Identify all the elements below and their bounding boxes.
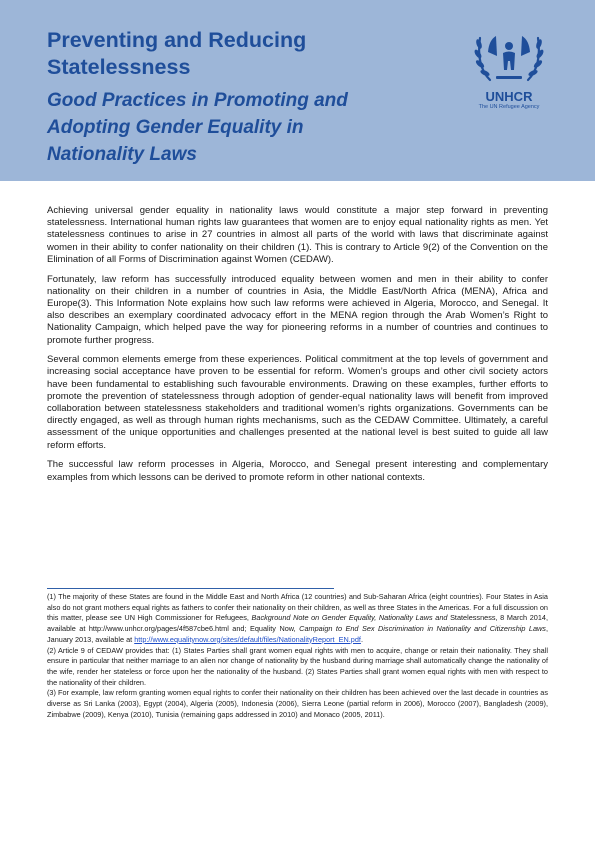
subtitle-line-2: Adopting Gender Equality in bbox=[47, 117, 304, 138]
paragraph-2: Fortunately, law reform has successfully introduced equality between women and men in their ability to confer nationality on their children in a number of countries in Asia, the Middle East/North Africa (MENA), Africa and Europe(3). This Information Note explains how such law reforms were achieved in Algeria, Morocco, and Senegal. It also describes an exemplary coordinated advocacy effort in the MENA region through the Arab Women’s Right to Nationality Campaign, which helped pave the way for pioneering reforms in a number of countries and continues to promote further progress. bbox=[47, 273, 548, 346]
paragraph-4: The successful law reform processes in Algeria, Morocco, and Senegal present interesting and complementary examples from which lessons can be derived to promote reform in other national contexts. bbox=[47, 459, 548, 483]
paragraph-1: Achieving universal gender equality in nationality laws would constitute a major step forward in preventing statelessness. International human rights law guarantees that women are to enjoy equal nationality rights as men. Yet statelessness continues to arise in 27 countries in almost all parts of the world with laws that discriminate against women in their ability to confer nationality on their children (1). This is contrary to Article 9(2) of the Convention on the Elimination of all Forms of Discrimination against Women (CEDAW). bbox=[47, 205, 548, 265]
footnote-1-title-a: Background Note on Gender Equality, Nationality Laws and bbox=[251, 613, 448, 623]
footnote-separator bbox=[47, 588, 334, 589]
body-text bbox=[47, 205, 548, 491]
footnotes bbox=[47, 592, 548, 720]
title-line-2: Statelessness bbox=[47, 55, 191, 79]
subtitle-line-1: Good Practices in Promoting and bbox=[47, 90, 348, 111]
subtitle-line-3: Nationality Laws bbox=[47, 144, 197, 165]
footnote-1-text-a: (1) The majority of these States are found in the Middle East and North Africa (12 countries) and Sub-Saharan Africa (eight countries). Four States in Asia also do not grant mothers equal rights as fathers to confer their nationality on their children, as well as three States in the Americas. For a full discussion on this matter, please see UN High Commissioner for Refugees, bbox=[47, 592, 548, 623]
unhcr-logo bbox=[466, 26, 552, 110]
footnote-1-title-b: Campaign to End Sex Discrimination in Nationality and Citizenship Laws bbox=[299, 624, 546, 634]
title-line-1: Preventing and Reducing bbox=[47, 28, 307, 52]
unhcr-emblem-icon bbox=[466, 26, 552, 86]
logo-wordmark: UNHCR bbox=[485, 89, 533, 104]
logo-tagline: The UN Refugee Agency bbox=[478, 104, 540, 110]
header-band bbox=[0, 0, 595, 181]
footnote-3: (3) For example, law reform granting women equal rights to confer their nationality on their children has been achieved over the last decade in countries as diverse as Sri Lanka (2003), Egypt (2004), Algeria (2005), Indonesia (2006), Sierra Leone (partial reform in 2006), Morocco (2007), Bangladesh (2009), Zimbabwe (2009), Kenya (2010), Tunisia (remaining gaps addressed in 2010) and Monaco (2005, 2011). bbox=[47, 688, 548, 719]
footnote-2: (2) Article 9 of CEDAW provides that: (1) States Parties shall grant women equal rights with men to acquire, change or retain their nationality. They shall ensure in particular that neither marriage to an alien nor change of nationality by the husband during marriage shall automatically change the nationality of the wife, render her stateless or force upon her the nationality of the husband. (2) States Parties shall grant women equal rights with men with respect to the nationality of their children. bbox=[47, 645, 548, 687]
footnote-1-end: . bbox=[360, 634, 363, 644]
page-subtitle bbox=[47, 87, 348, 168]
footnote-1-text-b: Statelessness, 8 March 2014, available at http://www.unhcr.org/pages/4f587cbe6.html and; Equality Now, bbox=[47, 613, 548, 634]
page-title bbox=[47, 27, 306, 81]
footnote-1 bbox=[47, 592, 548, 646]
equality-now-link[interactable]: http://www.equalitynow.org/sites/default/files/NationalityReport_EN.pdf bbox=[134, 634, 361, 644]
paragraph-3: Several common elements emerge from these experiences. Political commitment at the top levels of government and increasing social acceptance have proven to be essential for reform. Women’s groups and other civil society actors have been fundamental to establishing such favourable environments. Drawing on these examples, further efforts to promote the prevention of statelessness through adoption of gender-equal nationality laws will benefit from improved collaboration between statelessness stakeholders and traditional women’s rights organizations. Governments can be directly engaged, as well as through human rights mechanisms, such as the CEDAW Committee. Ultimately, a careful assessment of the unique opportunities and challenges presented at the national level is best suited to guide all law reform efforts. bbox=[47, 354, 548, 451]
footnote-1-text-c: , January 2013, available at bbox=[47, 624, 548, 644]
